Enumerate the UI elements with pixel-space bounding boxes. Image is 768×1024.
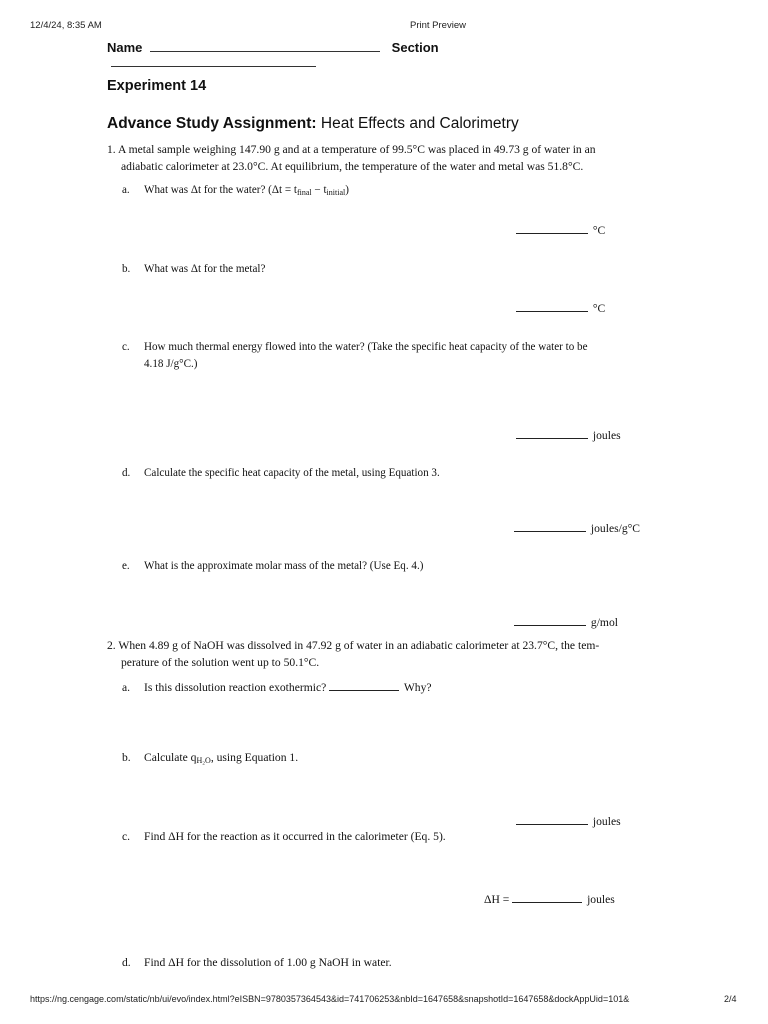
q1e-text: What is the approximate molar mass of the metal? (Use Eq. 4.)	[144, 560, 424, 572]
assignment-title-rest: Heat Effects and Calorimetry	[320, 115, 519, 132]
q2c-label: c.	[122, 830, 131, 843]
section-blank	[111, 56, 316, 67]
print-url: https://ng.cengage.com/static/nb/ui/evo/index.html?eISBN=9780357364543&id=741706253&nbId=1647658&snapshotId=1647658&dockAppUid=101&	[30, 994, 630, 1004]
assignment-title-bold: Advance Study Assignment:	[107, 115, 317, 132]
q1a-minus: − t	[311, 184, 327, 196]
q1e-unit: g/mol	[590, 616, 618, 629]
q2-number: 2.	[107, 639, 116, 652]
q1b-prompt	[122, 261, 265, 278]
assignment-title	[107, 115, 519, 133]
q2c-prompt	[122, 828, 446, 845]
q2a-label: a.	[122, 681, 131, 694]
q1c-label: c.	[122, 341, 130, 353]
q2a-answer-blank[interactable]	[329, 678, 399, 691]
name-blank	[150, 41, 380, 52]
q2c-answer-blank[interactable]	[512, 890, 582, 903]
q1d-unit: joules/g°C	[590, 522, 640, 535]
q2c-delta-h-prefix: ΔH =	[484, 893, 510, 906]
q2d-text: Find ΔH for the dissolution of 1.00 g NaOH in water.	[144, 956, 392, 969]
q1a-text: What was Δt for the water? (Δt = t	[144, 184, 297, 196]
q1b-label: b.	[122, 263, 131, 275]
q2b-answer	[516, 812, 621, 828]
q2-text-line2: perature of the solution went up to 50.1°C.	[121, 656, 320, 669]
q1d-label: d.	[122, 467, 131, 479]
q2b-text-post: , using Equation 1.	[210, 751, 299, 764]
q1a-answer-blank[interactable]	[516, 221, 588, 234]
print-datetime: 12/4/24, 8:35 AM	[30, 20, 102, 31]
q1b-answer	[516, 299, 605, 315]
q1c-text-line1: How much thermal energy flowed into the water? (Take the specific heat capacity of the water to be	[144, 341, 588, 353]
q2c-answer	[484, 890, 615, 906]
q1b-text: What was Δt for the metal?	[144, 263, 266, 275]
q2a-prompt	[122, 678, 432, 696]
q1b-answer-blank[interactable]	[516, 299, 588, 312]
q2b-answer-blank[interactable]	[516, 812, 588, 825]
name-label: Name	[107, 40, 143, 55]
q2b-unit: joules	[592, 815, 621, 828]
q2b-label: b.	[122, 751, 131, 764]
q1e-prompt	[122, 558, 423, 575]
name-section-row	[107, 40, 647, 70]
q1c-answer	[516, 426, 621, 442]
q1a-sub-initial: initial	[326, 188, 346, 197]
q1a-close: )	[345, 184, 349, 196]
q1a-prompt	[122, 182, 349, 201]
page-number: 2/4	[724, 994, 737, 1004]
q1d-text: Calculate the specific heat capacity of the metal, using Equation 3.	[144, 467, 440, 479]
q1e-answer	[514, 613, 618, 629]
q1d-answer	[514, 519, 640, 535]
print-title: Print Preview	[410, 20, 466, 31]
q1c-unit: joules	[592, 429, 621, 442]
q1d-answer-blank[interactable]	[514, 519, 586, 532]
q2c-unit: joules	[587, 893, 615, 906]
q1-text-line1: A metal sample weighing 147.90 g and at a temperature of 99.5°C was placed in 49.73 g of water in an	[117, 143, 596, 156]
q1a-label: a.	[122, 184, 130, 196]
q1a-answer	[516, 221, 605, 237]
q1a-unit: °C	[592, 224, 606, 237]
q2a-text: Is this dissolution reaction exothermic?	[144, 681, 327, 694]
q2b-text-pre: Calculate q	[144, 751, 197, 764]
q1e-answer-blank[interactable]	[514, 613, 586, 626]
q2b-subscript: H₂O	[196, 756, 211, 765]
q1c-text-line2: 4.18 J/g°C.)	[144, 358, 198, 370]
question-1	[107, 141, 652, 175]
q1-text-line2: adiabatic calorimeter at 23.0°C. At equilibrium, the temperature of the water and metal was 51.8°C.	[121, 160, 584, 173]
q2d-label: d.	[122, 956, 131, 969]
q2c-text: Find ΔH for the reaction as it occurred in the calorimeter (Eq. 5).	[144, 830, 446, 843]
q2b-prompt	[122, 749, 298, 769]
question-2	[107, 637, 652, 671]
q1a-sub-final: final	[296, 188, 312, 197]
q2d-prompt	[122, 954, 392, 971]
q2-text-line1: When 4.89 g of NaOH was dissolved in 47.92 g of water in an adiabatic calorimeter at 23.7°C, the tem-	[118, 639, 600, 652]
q1-number: 1.	[107, 143, 116, 156]
q1d-prompt	[122, 465, 440, 482]
q1b-unit: °C	[592, 302, 606, 315]
q2a-why: Why?	[403, 681, 432, 694]
experiment-title: Experiment 14	[107, 78, 207, 94]
q1c-answer-blank[interactable]	[516, 426, 588, 439]
section-label: Section	[391, 40, 439, 55]
q1e-label: e.	[122, 560, 130, 572]
q1c-prompt	[122, 339, 642, 373]
